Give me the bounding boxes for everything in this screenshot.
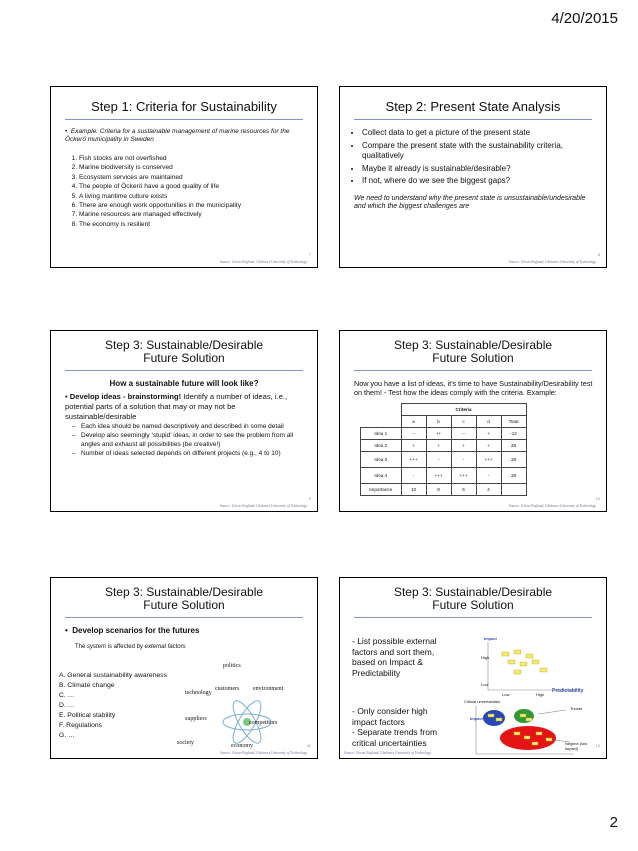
slide-title bbox=[51, 586, 317, 612]
slide-number: 11 bbox=[306, 743, 311, 748]
slide-title bbox=[340, 586, 606, 612]
predictability-label: Predictability bbox=[552, 688, 584, 694]
slide-number: 8 bbox=[597, 252, 600, 257]
title-line-1: Step 3: Sustainable/Desirable bbox=[393, 338, 553, 352]
slide-title bbox=[51, 339, 317, 365]
title-line-1: Step 3: Sustainable/Desirable bbox=[104, 585, 264, 599]
table-cell: - bbox=[451, 452, 476, 468]
affected-mid: is affected by bbox=[106, 644, 145, 650]
title-rule bbox=[65, 119, 303, 120]
slide-number: 12 bbox=[595, 743, 600, 748]
table-cell: 4 bbox=[476, 484, 501, 496]
table-header-cell: d bbox=[476, 416, 501, 428]
table-cell: +++ bbox=[476, 452, 501, 468]
title-line-2: Future Solution bbox=[143, 351, 225, 365]
low-x-label: Low bbox=[502, 692, 510, 697]
factor-technology: technology bbox=[185, 690, 212, 696]
dash-item: – Number of ideas selected depends on different projects (e.g., 4 to 10) bbox=[81, 450, 305, 458]
impact-label: Impact bbox=[484, 636, 497, 641]
title-rule bbox=[65, 617, 303, 618]
criteria-item: 6. There are enough work opportunities in the municipality bbox=[79, 201, 317, 210]
slide-intro: • Example: Criteria for a sustainable management of marine resources for the Öckerö municipality in Sweden bbox=[65, 128, 290, 143]
table-cell: -- bbox=[451, 428, 476, 440]
brainstorm-bullet: • Develop ideas - brainstorming! Identify a number of ideas, i.e., potential parts of a solution that may or may not be sustainable/desirable bbox=[65, 392, 288, 421]
slide-brainstorm bbox=[50, 330, 318, 512]
table-row bbox=[361, 452, 527, 468]
affected-external: external factors bbox=[144, 644, 186, 650]
title-line-1: Step 3: Sustainable/Desirable bbox=[104, 338, 264, 352]
slide-subtitle: How a sustainable future will look like? bbox=[109, 379, 259, 388]
table-cell: - bbox=[401, 468, 426, 484]
source-note: Source: Göran Englund, Chalmers University of Technology bbox=[219, 751, 307, 755]
table-header-cell: b bbox=[426, 416, 451, 428]
table-cell: + bbox=[476, 440, 501, 452]
factor-environment: environment bbox=[253, 686, 284, 692]
row-label: Idea 2 bbox=[361, 440, 402, 452]
criteria-item: 7. Marine resources are managed effectively bbox=[79, 210, 317, 219]
table-corner bbox=[361, 404, 402, 416]
table-row bbox=[361, 428, 527, 440]
title-line-2: Future Solution bbox=[432, 351, 514, 365]
factor-item: G. … bbox=[59, 732, 75, 739]
text-line: - Separate trends from bbox=[352, 727, 438, 737]
source-note: Source: Göran Englund, Chalmers University of Technology bbox=[508, 260, 596, 264]
source-note: Source: Göran Englund, Chalmers University of Technology bbox=[344, 751, 432, 755]
slide-title bbox=[340, 339, 606, 365]
impact-label-2: Impact bbox=[470, 716, 483, 721]
table-cell: +++ bbox=[426, 468, 451, 484]
table-cell: 28 bbox=[501, 452, 526, 468]
dash-item: – Develop also seemingly ‘stupid’ ideas, in order to see the problem from all angles and exhaust all possibilities (be creative!) bbox=[81, 432, 305, 449]
row-label: Idea 1 bbox=[361, 428, 402, 440]
table-cell: +++ bbox=[451, 468, 476, 484]
criteria-item: 3. Ecosystem services are maintained bbox=[79, 173, 317, 182]
page-date: 4/20/2015 bbox=[551, 10, 618, 27]
slide-number: 10 bbox=[595, 496, 600, 501]
high-label: High bbox=[481, 655, 490, 660]
row-label: Idea 3 bbox=[361, 452, 402, 468]
criteria-item: 5. A living maritime culture exists bbox=[79, 192, 317, 201]
source-note: Source: Göran Englund, Chalmers University of Technology bbox=[508, 504, 596, 508]
slide-number: 7 bbox=[308, 252, 311, 257]
criteria-list bbox=[51, 154, 317, 229]
dash-item: – Each idea should be named descriptively and described in some detail bbox=[81, 423, 305, 431]
factor-competitors: competitors bbox=[249, 720, 278, 726]
title-line-1: Step 3: Sustainable/Desirable bbox=[393, 585, 553, 599]
text-line: based on Impact & bbox=[352, 657, 423, 667]
criteria-table bbox=[360, 403, 527, 496]
title-line-2: Future Solution bbox=[432, 598, 514, 612]
table-cell: 10 bbox=[401, 484, 426, 496]
slide-present-state bbox=[339, 86, 607, 268]
table-group-header: Criteria bbox=[401, 404, 526, 416]
factor-item: D. … bbox=[59, 702, 75, 709]
factor-item: F. Regulations bbox=[59, 722, 103, 729]
intro-text: Example: Criteria for a sustainable management of marine resources for the Öckerö municipality in Sweden bbox=[65, 128, 290, 143]
table-cell: +++ bbox=[401, 452, 426, 468]
table-cell: + bbox=[426, 440, 451, 452]
trends-label: Trends bbox=[570, 706, 583, 711]
slide-criteria bbox=[50, 86, 318, 268]
table-header-cell: a bbox=[401, 416, 426, 428]
page-number: 2 bbox=[609, 814, 618, 831]
table-cell: -- bbox=[401, 428, 426, 440]
affected-pre: The bbox=[75, 644, 88, 650]
analysis-bullet: • Collect data to get a picture of the present state bbox=[362, 128, 596, 139]
subtitle-text: Develop scenarios for the futures bbox=[72, 626, 200, 635]
table-corner bbox=[361, 416, 402, 428]
table-cell: - bbox=[476, 468, 501, 484]
title-rule bbox=[354, 370, 592, 371]
factor-suppliers: suppliers bbox=[185, 716, 207, 722]
slide-criteria-test bbox=[339, 330, 607, 512]
row-label: Idea 4 bbox=[361, 468, 402, 484]
instruction-block-1 bbox=[352, 636, 437, 678]
critical-label: Critical uncertainties bbox=[464, 699, 501, 704]
slide-scenarios bbox=[50, 577, 318, 759]
slide-note: We need to understand why the present state is unsustainable/undesirable and which the biggest challenges are bbox=[354, 194, 586, 210]
text-line: critical uncertainties bbox=[352, 737, 427, 748]
criteria-item: 8. The economy is resilient bbox=[79, 220, 317, 229]
table-cell: 28 bbox=[501, 468, 526, 484]
criteria-item: 2. Marine biodiversity is conserved bbox=[79, 163, 317, 172]
factor-item: A. General sustainability awareness bbox=[59, 672, 168, 679]
analysis-bullet: • Compare the present state with the sustainability criteria, qualitatively bbox=[362, 141, 596, 162]
factor-society: society bbox=[177, 740, 194, 746]
text-line: - List possible external bbox=[352, 636, 437, 646]
table-header-cell: c bbox=[451, 416, 476, 428]
table-row bbox=[361, 484, 527, 496]
table-cell bbox=[501, 484, 526, 496]
title-rule bbox=[354, 119, 592, 120]
title-rule bbox=[354, 617, 592, 618]
high-x-label: High bbox=[536, 692, 545, 697]
slide-title: Step 2: Present State Analysis bbox=[385, 99, 561, 114]
source-note: Source: Göran Englund, Chalmers University of Technology bbox=[219, 260, 307, 264]
text-line: Predictability bbox=[352, 667, 401, 678]
text-line: factors and sort them, bbox=[352, 646, 435, 657]
factor-item: B. Climate change bbox=[59, 682, 115, 689]
affected-system: system bbox=[87, 644, 107, 650]
title-line-2: Future Solution bbox=[143, 598, 225, 612]
bullet-rest: Identify a number of ideas, i.e., potential parts of a solution that may or may not be sustainable/desirable bbox=[65, 392, 288, 421]
factor-item: E. Political stability bbox=[59, 712, 116, 719]
factor-list bbox=[59, 671, 167, 741]
factor-customers: customers bbox=[215, 686, 240, 692]
table-cell: -12 bbox=[501, 428, 526, 440]
analysis-bullet: • Maybe it already is sustainable/desirable? bbox=[362, 164, 596, 175]
slide-number: 9 bbox=[308, 496, 311, 501]
table-cell: + bbox=[476, 428, 501, 440]
source-note: Source: Göran Englund, Chalmers University of Technology bbox=[219, 504, 307, 508]
factor-politics: politics bbox=[223, 663, 241, 669]
slide-text: Now you have a list of ideas, it’s time to have Sustainability/Desirability test on them! - Test how the ideas comply with the criteria. Example: bbox=[354, 379, 593, 397]
bullet-bold: Develop ideas - brainstorming! bbox=[69, 392, 182, 401]
table-cell: ++ bbox=[426, 428, 451, 440]
row-label: Importance bbox=[361, 484, 402, 496]
text-line: impact factors bbox=[352, 716, 405, 727]
table-cell: + bbox=[401, 440, 426, 452]
table-cell: 8 bbox=[426, 484, 451, 496]
criteria-item: 4. The people of Öckerö have a good quality of life bbox=[79, 182, 317, 191]
table-cell: 28 bbox=[501, 440, 526, 452]
factor-item: C. … bbox=[59, 692, 75, 699]
table-header-cell: Total bbox=[501, 416, 526, 428]
instruction-block-2 bbox=[352, 706, 437, 748]
title-rule bbox=[65, 370, 303, 371]
table-cell: 6 bbox=[451, 484, 476, 496]
affected-line bbox=[75, 644, 317, 650]
neglect-label: Neglect (low impact) bbox=[565, 741, 588, 751]
table-cell: - bbox=[426, 452, 451, 468]
text-line: - Only consider high bbox=[352, 706, 428, 716]
slide-subtitle: • Develop scenarios for the futures bbox=[65, 626, 200, 635]
criteria-item: 1. Fish stocks are not overfished bbox=[79, 154, 317, 163]
table-cell: + bbox=[451, 440, 476, 452]
analysis-bullet: • If not, where do we see the biggest gaps? bbox=[362, 176, 596, 187]
slide-title: Step 1: Criteria for Sustainability bbox=[91, 99, 277, 114]
low-label: Low bbox=[481, 682, 489, 687]
slide-impact-predictability bbox=[339, 577, 607, 759]
table-row bbox=[361, 440, 527, 452]
factor-economy: economy bbox=[231, 743, 253, 749]
analysis-bullets bbox=[350, 128, 596, 187]
table-row bbox=[361, 468, 527, 484]
